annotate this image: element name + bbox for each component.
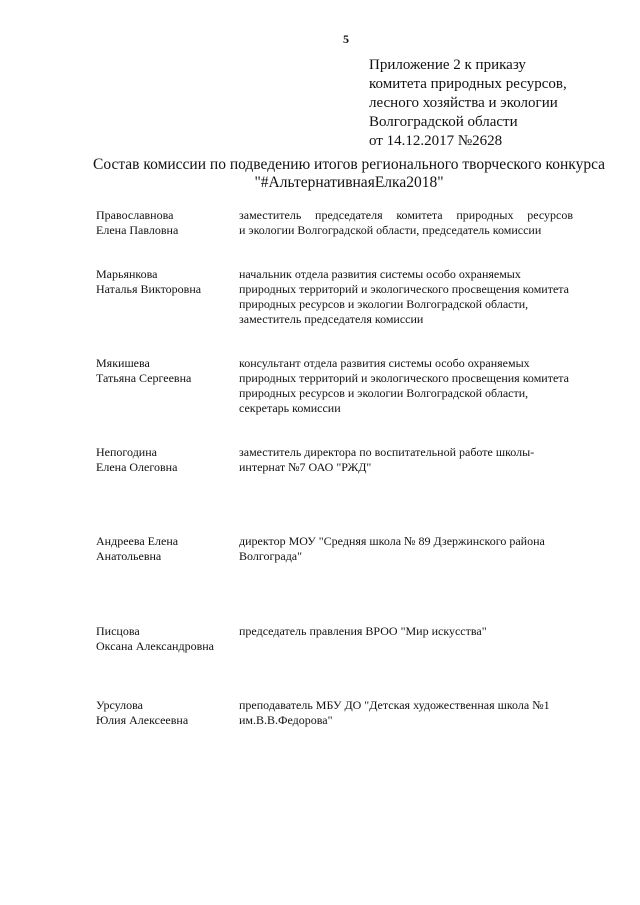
member-role <box>239 534 573 564</box>
member-role-line: Волгограда" <box>239 549 303 563</box>
appendix-line: от 14.12.2017 №2628 <box>369 133 503 149</box>
member-name <box>96 267 236 297</box>
member-role-line: заместитель директора по воспитательной работе школы- <box>239 445 535 459</box>
member-role <box>239 267 573 327</box>
document-title-line: Состав комиссии по подведению итогов регионального творческого конкурса <box>92 156 606 173</box>
page-number: 5 <box>343 32 349 46</box>
document-title-line: "#АльтернативнаяЕлка2018" <box>254 174 444 191</box>
member-role <box>239 624 573 639</box>
member-name-line: Урсулова <box>96 698 143 712</box>
document-title <box>60 156 638 192</box>
member-name <box>96 208 236 238</box>
member-role-line: природных ресурсов и экологии Волгоградской области, <box>239 297 529 311</box>
member-name-line: Марьянкова <box>96 267 158 281</box>
member-name-line: Наталья Викторовна <box>96 282 202 296</box>
member-name-line: Православнова <box>96 208 174 222</box>
member-role-line: природных территорий и экологического просвещения комитета <box>239 282 569 296</box>
member-role <box>239 445 573 475</box>
appendix-block <box>369 56 567 151</box>
member-name-line: Елена Павловна <box>96 223 179 237</box>
member-role-line: природных ресурсов и экологии Волгоградской области, <box>239 386 529 400</box>
member-role-line: им.В.В.Федорова" <box>239 713 333 727</box>
member-name-line: Мякишева <box>96 356 150 370</box>
member-role-line: заместитель председателя комитета природных ресурсов <box>239 208 573 222</box>
member-role <box>239 208 573 238</box>
member-role-line: председатель правления ВРОО "Мир искусства" <box>239 624 487 638</box>
member-name-line: Татьяна Сергеевна <box>96 371 192 385</box>
member-name-line: Писцова <box>96 624 140 638</box>
member-role-line: преподаватель МБУ ДО "Детская художественная школа №1 <box>239 698 550 712</box>
member-name-line: Елена Олеговна <box>96 460 178 474</box>
member-name <box>96 624 236 654</box>
member-name <box>96 445 236 475</box>
appendix-line: лесного хозяйства и экологии <box>369 95 558 111</box>
member-name-line: Юлия Алексеевна <box>96 713 189 727</box>
member-role-line: начальник отдела развития системы особо охраняемых <box>239 267 521 281</box>
member-role-line: и экологии Волгоградской области, председатель комиссии <box>239 223 542 237</box>
member-role-line: интернат №7 ОАО "РЖД" <box>239 460 372 474</box>
appendix-line: комитета природных ресурсов, <box>369 76 567 92</box>
member-role-line: консультант отдела развития системы особо охраняемых <box>239 356 530 370</box>
member-name <box>96 356 236 386</box>
member-name-line: Андреева Елена <box>96 534 179 548</box>
member-name-line: Оксана Александровна <box>96 639 214 653</box>
member-name-line: Анатольевна <box>96 549 162 563</box>
appendix-line: Приложение 2 к приказу <box>369 57 526 73</box>
member-role-line: заместитель председателя комиссии <box>239 312 424 326</box>
member-role <box>239 356 573 416</box>
member-role-line: природных территорий и экологического просвещения комитета <box>239 371 569 385</box>
member-role-line: директор МОУ "Средняя школа № 89 Дзержинского района <box>239 534 545 548</box>
member-role <box>239 698 573 728</box>
appendix-line: Волгоградской области <box>369 114 518 130</box>
member-name-line: Непогодина <box>96 445 157 459</box>
member-name <box>96 534 236 564</box>
member-role-line: секретарь комиссии <box>239 401 341 415</box>
member-name <box>96 698 236 728</box>
